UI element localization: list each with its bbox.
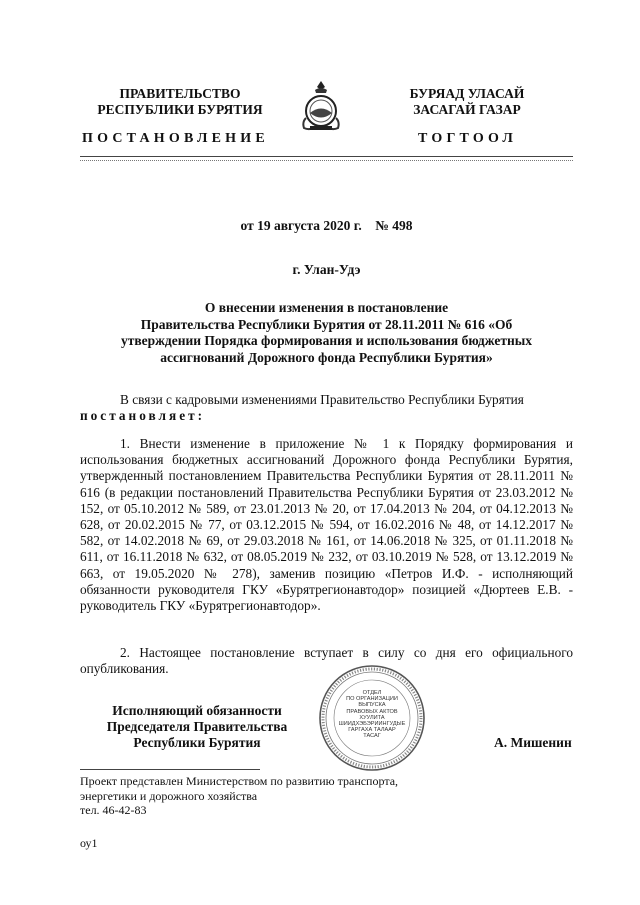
emblem-of-buryatia-icon	[296, 78, 346, 136]
stamp-line7: ГАРГАХА ТАЛААР	[348, 727, 396, 734]
date-line: от 19 августа 2020 г. № 498	[240, 218, 413, 233]
header-right	[372, 86, 562, 118]
signature-line1: Исполняющий обязанности	[112, 703, 282, 718]
signature-line3: Республики Бурятия	[133, 735, 261, 750]
stamp-text	[338, 690, 406, 740]
header-rule-dotted	[80, 160, 573, 161]
stamp-line8: ТАСАГ	[363, 733, 381, 740]
footnote-line3: тел. 46-42-83	[80, 803, 147, 817]
document-code: оу1	[80, 836, 98, 850]
stamp-line2: ПО ОРГАНИЗАЦИИ	[346, 696, 398, 703]
header-left-line2: РЕСПУБЛИКИ БУРЯТИЯ	[97, 102, 263, 117]
footnote-line1: Проект представлен Министерством по развитию транспорта,	[80, 774, 399, 788]
signature-line2: Председателя Правительства	[106, 719, 288, 734]
header-left-line1: ПРАВИТЕЛЬСТВО	[119, 86, 241, 101]
preamble-text: В связи с кадровыми изменениями Правительство Республики Бурятия	[120, 392, 524, 407]
title-line3: утверждении Порядка формирования и использования бюджетных	[120, 333, 533, 348]
header-rule	[80, 156, 573, 157]
title-line2: Правительства Республики Бурятия от 28.11.2011 № 616 «Об	[140, 316, 513, 332]
place-line: г. Улан-Удэ	[292, 262, 361, 277]
preamble-resolves: постановляет:	[80, 408, 206, 424]
stamp-line4: ПРАВОВЫХ АКТОВ	[346, 708, 398, 715]
paragraph-2: 2. Настоящее постановление вступает в силу со дня его официального опубликования.	[80, 645, 573, 677]
header-right-line1: БУРЯАД УЛАСАЙ	[409, 86, 525, 101]
footnote-line2: энергетики и дорожного хозяйства	[80, 788, 258, 803]
signatory-name: А. Мишенин	[494, 735, 572, 750]
stamp-line6: ШИИДХЭБЭРИИНГУДЫЕ	[338, 721, 406, 728]
stamp-line3: ВЫПУСКА	[358, 702, 386, 709]
title-line1: О внесении изменения в постановление	[204, 300, 449, 315]
signature-block	[92, 703, 302, 751]
stamp-line5: ХУУЛИТА	[359, 714, 385, 721]
footnote-rule	[80, 769, 260, 770]
footnote	[80, 774, 398, 818]
header-left	[80, 86, 280, 118]
decree-label-ru: ПОСТАНОВЛЕНИЕ	[82, 131, 269, 146]
decree-label-bua: ТОГТООЛ	[418, 131, 518, 146]
preamble	[80, 392, 573, 424]
stamp-line1: ОТДЕЛ	[362, 690, 382, 696]
paragraph-1: 1. Внести изменение в приложение № 1 к Порядку формирования и использования бюджетных ассигнований Дорожного фонда Республики Бурятия, утвержденный постановлением Правительства Республики Бурятия от 28.11.2011 № 616 (в редакции постановлений Правительства Республики Бурятия от 23.03.2012 № 152, от 05.10.2012 № 589, от 23.01.2013 № 20, от 17.04.2013 № 204, от 04.12.2013 № 628, от 20.02.2015 № 77, от 03.12.2015 № 594, от 16.02.2016 № 48, от 14.12.2017 № 582, от 14.02.2018 № 69, от 29.03.2018 № 161, от 14.06.2018 № 325, от 01.11.2018 № 611, от 16.11.2018 № 632, от 08.05.2019 № 232, от 03.10.2019 № 528, от 13.12.2019 № 663, от 19.05.2020 № 278), заменив позицию «Петров И.Ф. - исполняющий обязанности руководителя ГКУ «Бурятрегионавтодор» позицией «Дюртеев Е.В. - руководитель ГКУ «Бурятрегионавтодор».	[80, 436, 573, 614]
document-title	[100, 300, 553, 366]
header-right-line2: ЗАСАГАЙ ГАЗАР	[413, 102, 521, 117]
title-line4: ассигнований Дорожного фонда Республики Бурятия»	[160, 349, 493, 365]
